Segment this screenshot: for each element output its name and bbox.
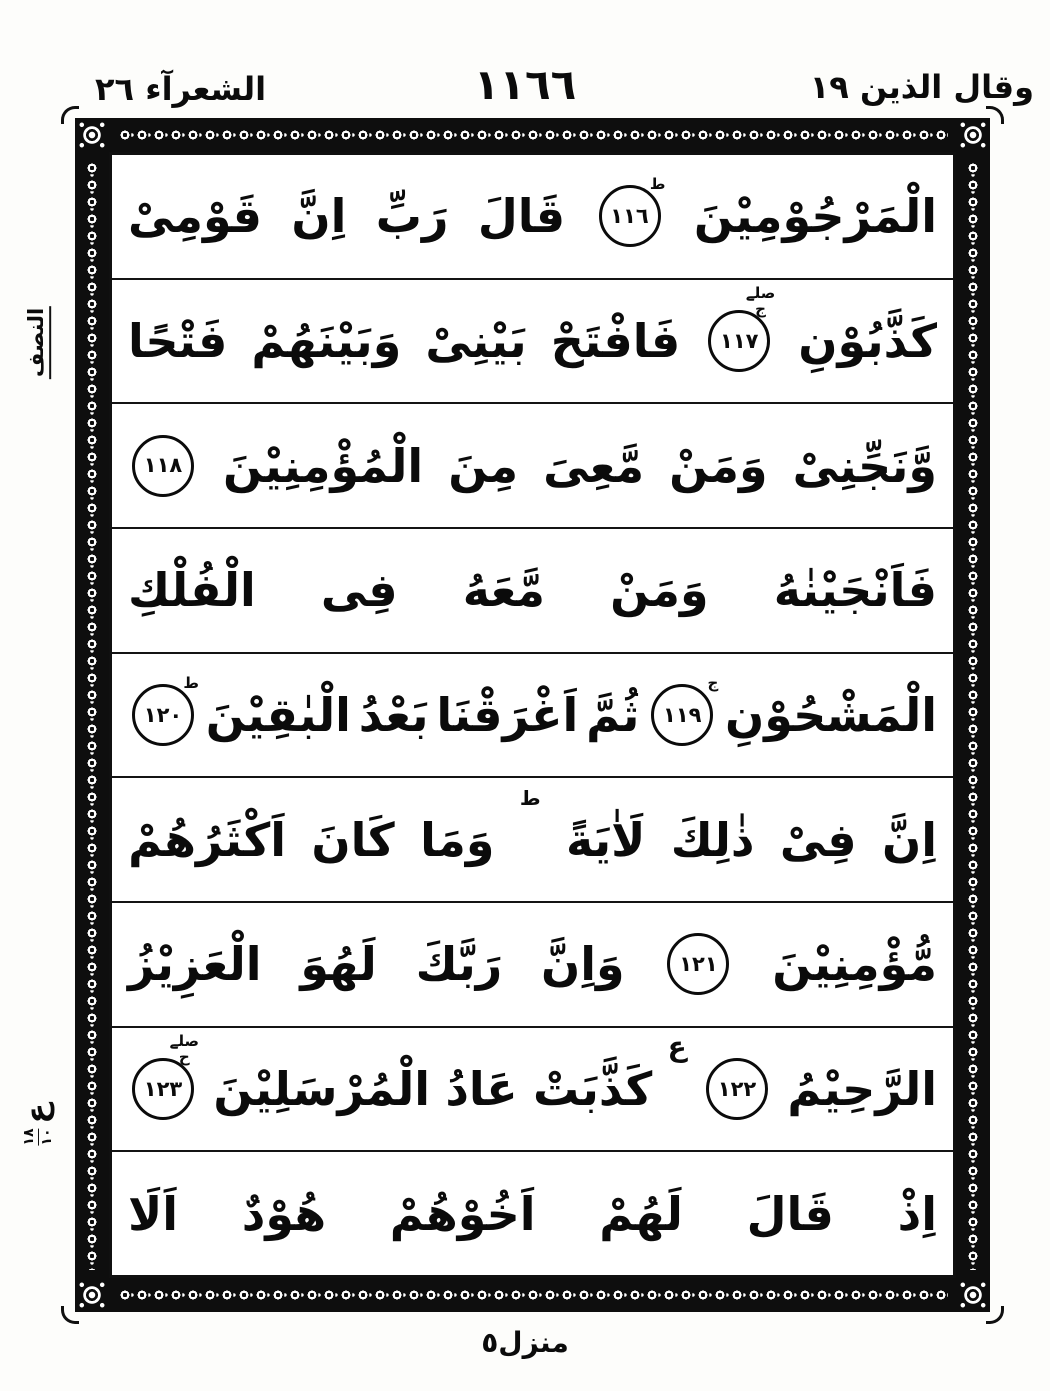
ayah-word: ثُمَّ — [586, 687, 640, 742]
verse-number-badge — [706, 1058, 768, 1120]
quran-line-9 — [112, 1152, 953, 1275]
ruku-number-top: ١٨ — [20, 1128, 37, 1146]
verse-number-badge — [708, 283, 776, 372]
chain-ornament-right — [966, 160, 980, 1270]
ayah-word: مُّؤْمِنِيْنَ — [772, 937, 937, 992]
ayah-word: اَلَا — [128, 1186, 179, 1241]
ayah-word: وَمَنْ — [610, 563, 709, 618]
chain-ornament-bottom — [117, 1288, 948, 1302]
verse-number-badge — [651, 673, 719, 746]
ayah-word: لَاٰيَةً — [565, 812, 646, 867]
quran-line-6 — [112, 778, 953, 903]
decorative-border-frame — [75, 118, 990, 1312]
verse-number-badge — [132, 435, 194, 497]
ayah-word: هُوْدٌ — [241, 1186, 327, 1241]
ayah-word: الْفُلْكِ — [128, 563, 256, 618]
quran-line-5 — [112, 654, 953, 779]
verse-number: ١١٨ — [143, 453, 183, 478]
ayah-word: وَاِنَّ — [541, 937, 625, 992]
verse-number-badge — [132, 1032, 200, 1120]
quran-line-8 — [112, 1028, 953, 1153]
ayah-word: الْبٰقِيْنَ — [205, 687, 351, 742]
ayah-word: عَادُ — [445, 1061, 518, 1116]
quran-line-4 — [112, 529, 953, 654]
verse-number-badge — [599, 175, 666, 247]
ayah-word: فَافْتَحْ — [550, 313, 681, 368]
ayah-word: اِذْ — [897, 1186, 937, 1241]
ayah-word: فَاَنْجَيْنٰهُ — [773, 563, 937, 618]
verse-number-badge — [667, 933, 729, 995]
pause-mark: صلے ج — [745, 283, 776, 318]
ayah-word: مَّعَهُ — [462, 563, 546, 618]
pause-mark: ط — [183, 673, 199, 692]
verse-number-badge — [132, 673, 199, 746]
header-page-number: ١١٦٦ — [473, 60, 577, 109]
ayah-word: الْعَزِيْزُ — [128, 937, 262, 992]
ayah-word: فِى — [320, 563, 398, 618]
ayah-word: ذٰلِكَ — [670, 812, 755, 867]
verse-number: ١٢١ — [679, 951, 718, 976]
ayah-word: اَكْثَرُهُمْ — [128, 812, 286, 867]
ayah-word: كَانَ — [311, 812, 395, 867]
quran-line-2 — [112, 280, 953, 405]
ayah-word: رَبَّكَ — [415, 937, 503, 992]
ayah-word: اَغْرَقْنَا — [436, 687, 579, 742]
quran-rows — [109, 152, 956, 1278]
ayah-word: رَبِّ — [375, 189, 449, 244]
pause-mark: صلے ح — [169, 1032, 200, 1066]
corner-floral-ornament — [956, 1278, 990, 1312]
ayah-word: وَبَيْنَهُمْ — [251, 313, 402, 368]
ayah-word: مِنَ — [448, 438, 519, 493]
ruku-ain-icon: ع — [20, 1102, 55, 1124]
ruku-number-bottom: ١٠ — [38, 1128, 55, 1146]
ayah-word: بَعْدُ — [358, 687, 429, 742]
pause-mark: ط — [519, 786, 541, 811]
verse-number: ١٢٣ — [143, 1076, 183, 1101]
nisf-label: النصف — [24, 305, 51, 378]
ayah-word: فَتْحًا — [128, 313, 228, 368]
ayah-word: فِىْ — [779, 812, 857, 867]
ayah-word: بَيْنِىْ — [425, 313, 527, 368]
verse-number: ١١٩ — [663, 702, 702, 727]
ayah-word: اِنَّ — [881, 812, 937, 867]
quran-line-7 — [112, 903, 953, 1028]
header-juz-name: وقال الذين ١٩ — [809, 68, 1034, 106]
verse-number: ١١٧ — [720, 328, 759, 353]
ayah-word: الْمُرْسَلِيْنَ — [213, 1061, 431, 1116]
chain-ornament-top — [117, 128, 948, 142]
pause-mark: ج — [707, 673, 719, 692]
verse-number: ١١٦ — [610, 203, 649, 228]
ayah-word: الرَّحِيْمُ — [787, 1061, 937, 1116]
corner-floral-ornament — [956, 118, 990, 152]
ayah-word: وَمَا — [420, 812, 495, 867]
ayah-word: مَّعِىَ — [543, 438, 645, 493]
margin-nisf-note — [6, 300, 70, 384]
corner-floral-ornament — [75, 1278, 109, 1312]
header-surah-name: الشعرآء ٢٦ — [95, 70, 267, 108]
verse-number: ١٢٠ — [143, 702, 183, 727]
footer-manzil-label: منزل٥ — [481, 1326, 569, 1359]
ayah-word: كَذَّبَتْ — [532, 1061, 653, 1116]
ayah-word: اِنَّ — [291, 189, 347, 244]
ayah-word: وَمَنْ — [669, 438, 768, 493]
ayah-word: الْمُؤْمِنِيْنَ — [223, 438, 424, 493]
ayah-word: قَالَ — [477, 189, 566, 244]
ayah-word: قَالَ — [746, 1186, 834, 1241]
chain-ornament-left — [85, 160, 99, 1270]
ayah-word: الْمَرْجُوْمِيْنَ — [693, 189, 937, 244]
verse-number: ١٢٢ — [717, 1076, 757, 1101]
margin-ruku-marker — [2, 1066, 74, 1182]
corner-floral-ornament — [75, 118, 109, 152]
ayah-word: الْمَشْحُوْنِ — [725, 687, 937, 742]
ayah-word: لَهُوَ — [300, 937, 377, 992]
ayah-word: لَهُمْ — [599, 1186, 683, 1241]
quran-line-3 — [112, 404, 953, 529]
ruku-ain-mark: ع — [667, 1029, 687, 1063]
pause-mark: ط — [649, 175, 666, 194]
ayah-word: قَوْمِىْ — [128, 189, 262, 244]
quran-line-1 — [112, 155, 953, 280]
ayah-word: اَخُوْهُمْ — [389, 1186, 536, 1241]
ayah-word: كَذَّبُوْنِ — [798, 313, 937, 368]
ayah-word: وَّنَجِّنِىْ — [792, 438, 937, 493]
